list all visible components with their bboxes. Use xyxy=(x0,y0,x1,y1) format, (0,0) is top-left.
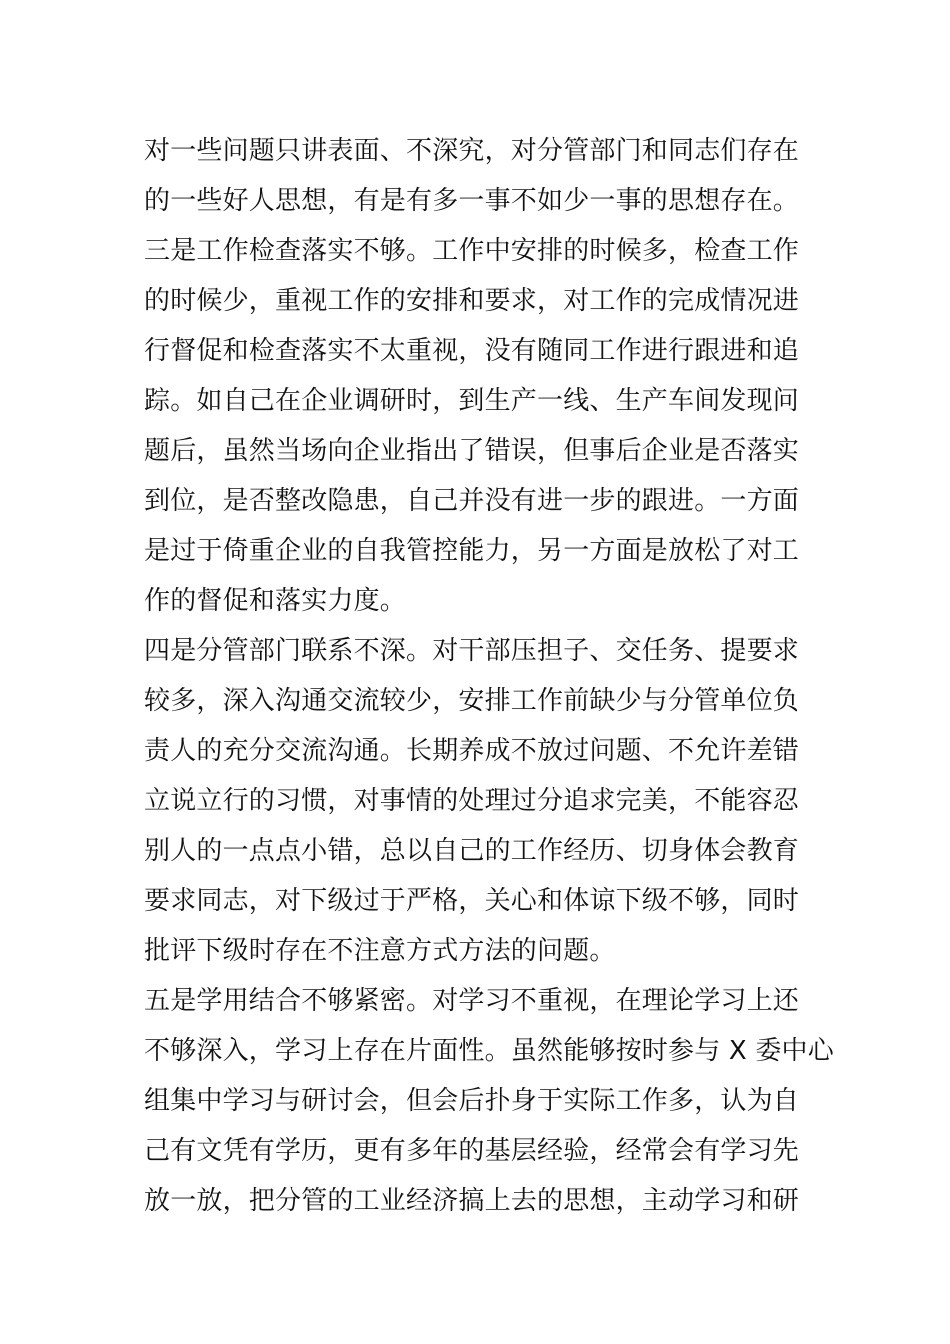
text-line: 较多，深入沟通交流较少，安排工作前缺少与分管单位负 xyxy=(144,686,800,716)
text-line: 四是分管部门联系不深。对干部压担子、交任务、提要求 xyxy=(144,636,800,666)
text-line: 立说立行的习惯，对事情的处理过分追求完美，不能容忍 xyxy=(144,786,800,816)
text-line: 要求同志，对下级过于严格，关心和体谅下级不够，同时 xyxy=(144,886,800,916)
text-line: 的一些好人思想，有是有多一事不如少一事的思想存在。 xyxy=(144,186,800,216)
text-line: 是过于倚重企业的自我管控能力，另一方面是放松了对工 xyxy=(144,536,800,566)
text-line: 不够深入，学习上存在片面性。虽然能够按时参与 X 委中心 xyxy=(144,1036,834,1066)
text-line: 组集中学习与研讨会，但会后扑身于实际工作多，认为自 xyxy=(144,1086,800,1116)
text-line: 作的督促和落实力度。 xyxy=(144,586,407,616)
text-line: 行督促和检查落实不太重视，没有随同工作进行跟进和追 xyxy=(144,336,800,366)
text-line: 三是工作检查落实不够。工作中安排的时候多，检查工作 xyxy=(144,236,800,266)
text-line: 责人的充分交流沟通。长期养成不放过问题、不允许差错 xyxy=(144,736,800,766)
text-line: 五是学用结合不够紧密。对学习不重视，在理论学习上还 xyxy=(144,986,800,1016)
text-line: 题后，虽然当场向企业指出了错误，但事后企业是否落实 xyxy=(144,436,800,466)
document-body xyxy=(144,126,834,1226)
text-line: 踪。如自己在企业调研时，到生产一线、生产车间发现问 xyxy=(144,386,800,416)
text-line: 别人的一点点小错，总以自己的工作经历、切身体会教育 xyxy=(144,836,800,866)
text-line: 己有文凭有学历，更有多年的基层经验，经常会有学习先 xyxy=(144,1136,800,1166)
text-line: 批评下级时存在不注意方式方法的问题。 xyxy=(144,936,616,966)
text-line: 对一些问题只讲表面、不深究，对分管部门和同志们存在 xyxy=(144,136,800,166)
text-line: 到位，是否整改隐患，自己并没有进一步的跟进。一方面 xyxy=(144,486,800,516)
text-line: 放一放，把分管的工业经济搞上去的思想，主动学习和研 xyxy=(144,1186,800,1216)
text-line: 的时候少，重视工作的安排和要求，对工作的完成情况进 xyxy=(144,286,800,316)
